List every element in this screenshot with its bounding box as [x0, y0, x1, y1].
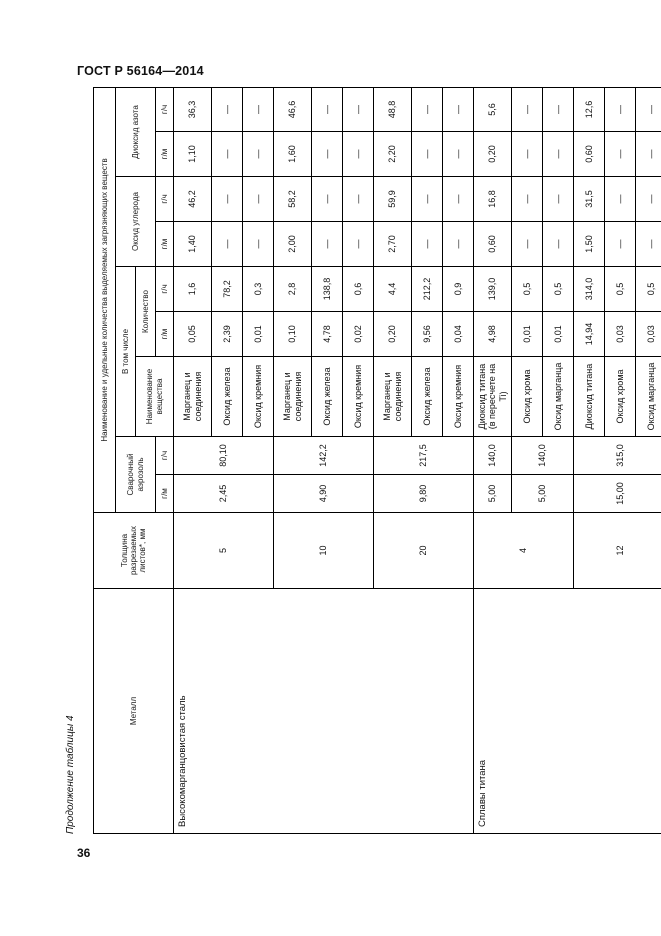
header-welding-aerosol: Сварочный аэрозоль [116, 437, 156, 513]
quantity-gm-cell: 4,98 [474, 312, 512, 357]
co-gh-cell: 16,8 [474, 177, 512, 222]
unit-aerosol-gh: г/ч [156, 437, 174, 475]
aerosol-gh-cell: 142,2 [274, 437, 374, 475]
thickness-cell: 10 [274, 513, 374, 589]
no2-gh-cell: — [343, 87, 374, 131]
unit-no2-gh: г/ч [156, 87, 174, 131]
co-gm-cell: — [543, 222, 574, 267]
aerosol-gm-cell: 5,00 [474, 475, 512, 513]
header-substances-group: Наименование и удельные количества выделяемых загрязняющих веществ [94, 87, 116, 512]
co-gm-cell: — [443, 222, 474, 267]
co-gm-cell: — [605, 222, 636, 267]
no2-gm-cell: — [412, 132, 443, 177]
aerosol-gm-cell: 9,80 [374, 475, 474, 513]
page-number: 36 [77, 846, 91, 860]
co-gm-cell: 1,40 [174, 222, 212, 267]
quantity-gm-cell: 4,78 [312, 312, 343, 357]
quantity-gh-cell: 0,9 [443, 267, 474, 312]
co-gh-cell: — [312, 177, 343, 222]
header-metal: Металл [94, 589, 174, 834]
aerosol-gm-cell: 15,00 [574, 475, 661, 513]
quantity-gm-cell: 2,39 [212, 312, 243, 357]
rotated-table-container [93, 88, 656, 834]
co-gm-cell: — [343, 222, 374, 267]
quantity-gm-cell: 0,01 [243, 312, 274, 357]
quantity-gm-cell: 0,02 [343, 312, 374, 357]
substance-name-cell: Диоксид титана (в пересчете на Ti) [474, 357, 512, 437]
quantity-gh-cell: 4,4 [374, 267, 412, 312]
co-gm-cell: — [243, 222, 274, 267]
co-gm-cell: 2,00 [274, 222, 312, 267]
co-gh-cell: — [543, 177, 574, 222]
no2-gm-cell: 1,60 [274, 132, 312, 177]
no2-gm-cell: — [312, 132, 343, 177]
no2-gh-cell: 36,3 [174, 87, 212, 131]
quantity-gm-cell: 0,01 [512, 312, 543, 357]
unit-aerosol-gm: г/м [156, 475, 174, 513]
no2-gm-cell: — [343, 132, 374, 177]
quantity-gh-cell: 0,5 [512, 267, 543, 312]
emissions-table [93, 87, 661, 834]
quantity-gm-cell: 0,20 [374, 312, 412, 357]
aerosol-gh-cell: 217,5 [374, 437, 474, 475]
table-row [474, 87, 512, 833]
header-nitrogen-dioxide: Диоксид азота [116, 87, 156, 176]
co-gh-cell: — [343, 177, 374, 222]
no2-gm-cell: — [636, 132, 661, 177]
no2-gh-cell: — [312, 87, 343, 131]
substance-name-cell: Оксид железа [412, 357, 443, 437]
co-gh-cell: — [605, 177, 636, 222]
no2-gm-cell: 2,20 [374, 132, 412, 177]
quantity-gm-cell: 0,04 [443, 312, 474, 357]
no2-gm-cell: — [443, 132, 474, 177]
quantity-gh-cell: 1,6 [174, 267, 212, 312]
substance-name-cell: Марганец и соединения [274, 357, 312, 437]
substance-name-cell: Марганец и соединения [374, 357, 412, 437]
substance-name-cell: Оксид кремния [443, 357, 474, 437]
co-gh-cell: 46,2 [174, 177, 212, 222]
unit-no2-gm: г/м [156, 132, 174, 177]
quantity-gh-cell: 0,3 [243, 267, 274, 312]
no2-gh-cell: 5,6 [474, 87, 512, 131]
no2-gh-cell: — [543, 87, 574, 131]
header-substance-name: Наименование вещества [136, 357, 174, 437]
co-gh-cell: — [212, 177, 243, 222]
no2-gh-cell: 46,6 [274, 87, 312, 131]
substance-name-cell: Оксид хрома [605, 357, 636, 437]
no2-gm-cell: — [243, 132, 274, 177]
co-gm-cell: — [512, 222, 543, 267]
aerosol-gm-cell: 5,00 [512, 475, 574, 513]
table-continuation-caption: Продолжение таблицы 4 [65, 715, 76, 834]
substance-name-cell: Оксид марганца [636, 357, 661, 437]
co-gm-cell: — [212, 222, 243, 267]
substance-name-cell: Диоксид титана [574, 357, 605, 437]
substance-name-cell: Оксид железа [312, 357, 343, 437]
co-gh-cell: 31,5 [574, 177, 605, 222]
header-carbon-monoxide: Оксид углерода [116, 177, 156, 267]
co-gh-cell: 59,9 [374, 177, 412, 222]
co-gm-cell: 0,60 [474, 222, 512, 267]
no2-gh-cell: — [605, 87, 636, 131]
unit-co-gh: г/ч [156, 177, 174, 222]
co-gm-cell: 1,50 [574, 222, 605, 267]
no2-gh-cell: — [443, 87, 474, 131]
substance-name-cell: Оксид кремния [243, 357, 274, 437]
header-including: В том числе [116, 267, 136, 437]
thickness-cell: 4 [474, 513, 574, 589]
quantity-gm-cell: 0,01 [543, 312, 574, 357]
co-gh-cell: — [243, 177, 274, 222]
aerosol-gh-cell: 140,0 [512, 437, 574, 475]
no2-gm-cell: 0,20 [474, 132, 512, 177]
quantity-gh-cell: 0,5 [543, 267, 574, 312]
no2-gh-cell: 12,6 [574, 87, 605, 131]
no2-gm-cell: — [212, 132, 243, 177]
co-gm-cell: — [412, 222, 443, 267]
quantity-gm-cell: 0,03 [636, 312, 661, 357]
quantity-gh-cell: 0,5 [605, 267, 636, 312]
quantity-gh-cell: 0,5 [636, 267, 661, 312]
no2-gm-cell: 1,10 [174, 132, 212, 177]
header-quantity: Количество [136, 267, 156, 357]
co-gm-cell: — [312, 222, 343, 267]
aerosol-gh-cell: 315,0 [574, 437, 661, 475]
quantity-gh-cell: 2,8 [274, 267, 312, 312]
no2-gh-cell: — [512, 87, 543, 131]
quantity-gm-cell: 9,56 [412, 312, 443, 357]
quantity-gm-cell: 0,10 [274, 312, 312, 357]
unit-co-gm: г/м [156, 222, 174, 267]
substance-name-cell: Марганец и соединения [174, 357, 212, 437]
document-title: ГОСТ Р 56164—2014 [77, 64, 204, 78]
table-row [174, 87, 212, 833]
co-gm-cell: — [636, 222, 661, 267]
quantity-gh-cell: 0,6 [343, 267, 374, 312]
aerosol-gh-cell: 80,10 [174, 437, 274, 475]
co-gh-cell: — [636, 177, 661, 222]
no2-gh-cell: — [636, 87, 661, 131]
co-gh-cell: — [443, 177, 474, 222]
unit-quantity-gm: г/м [156, 312, 174, 357]
metal-name-cell: Сплавы титана [474, 589, 661, 834]
unit-quantity-gh: г/ч [156, 267, 174, 312]
substance-name-cell: Оксид хрома [512, 357, 543, 437]
quantity-gh-cell: 78,2 [212, 267, 243, 312]
co-gh-cell: — [512, 177, 543, 222]
aerosol-gm-cell: 2,45 [174, 475, 274, 513]
no2-gh-cell: — [212, 87, 243, 131]
quantity-gm-cell: 0,05 [174, 312, 212, 357]
co-gm-cell: 2,70 [374, 222, 412, 267]
thickness-cell: 5 [174, 513, 274, 589]
no2-gh-cell: — [412, 87, 443, 131]
no2-gh-cell: 48,8 [374, 87, 412, 131]
no2-gm-cell: — [512, 132, 543, 177]
quantity-gm-cell: 14,94 [574, 312, 605, 357]
quantity-gh-cell: 212,2 [412, 267, 443, 312]
no2-gm-cell: — [605, 132, 636, 177]
substance-name-cell: Оксид марганца [543, 357, 574, 437]
aerosol-gm-cell: 4,90 [274, 475, 374, 513]
quantity-gh-cell: 139,0 [474, 267, 512, 312]
quantity-gh-cell: 314,0 [574, 267, 605, 312]
quantity-gh-cell: 138,8 [312, 267, 343, 312]
substance-name-cell: Оксид железа [212, 357, 243, 437]
co-gh-cell: — [412, 177, 443, 222]
quantity-gm-cell: 0,03 [605, 312, 636, 357]
metal-name-cell: Высокомарганцовистая сталь [174, 589, 474, 834]
no2-gm-cell: 0,60 [574, 132, 605, 177]
co-gh-cell: 58,2 [274, 177, 312, 222]
no2-gm-cell: — [543, 132, 574, 177]
header-thickness: Толщина разрезаемых листов*, мм [94, 513, 174, 589]
thickness-cell: 20 [374, 513, 474, 589]
aerosol-gh-cell: 140,0 [474, 437, 512, 475]
substance-name-cell: Оксид кремния [343, 357, 374, 437]
thickness-cell: 12 [574, 513, 661, 589]
no2-gh-cell: — [243, 87, 274, 131]
